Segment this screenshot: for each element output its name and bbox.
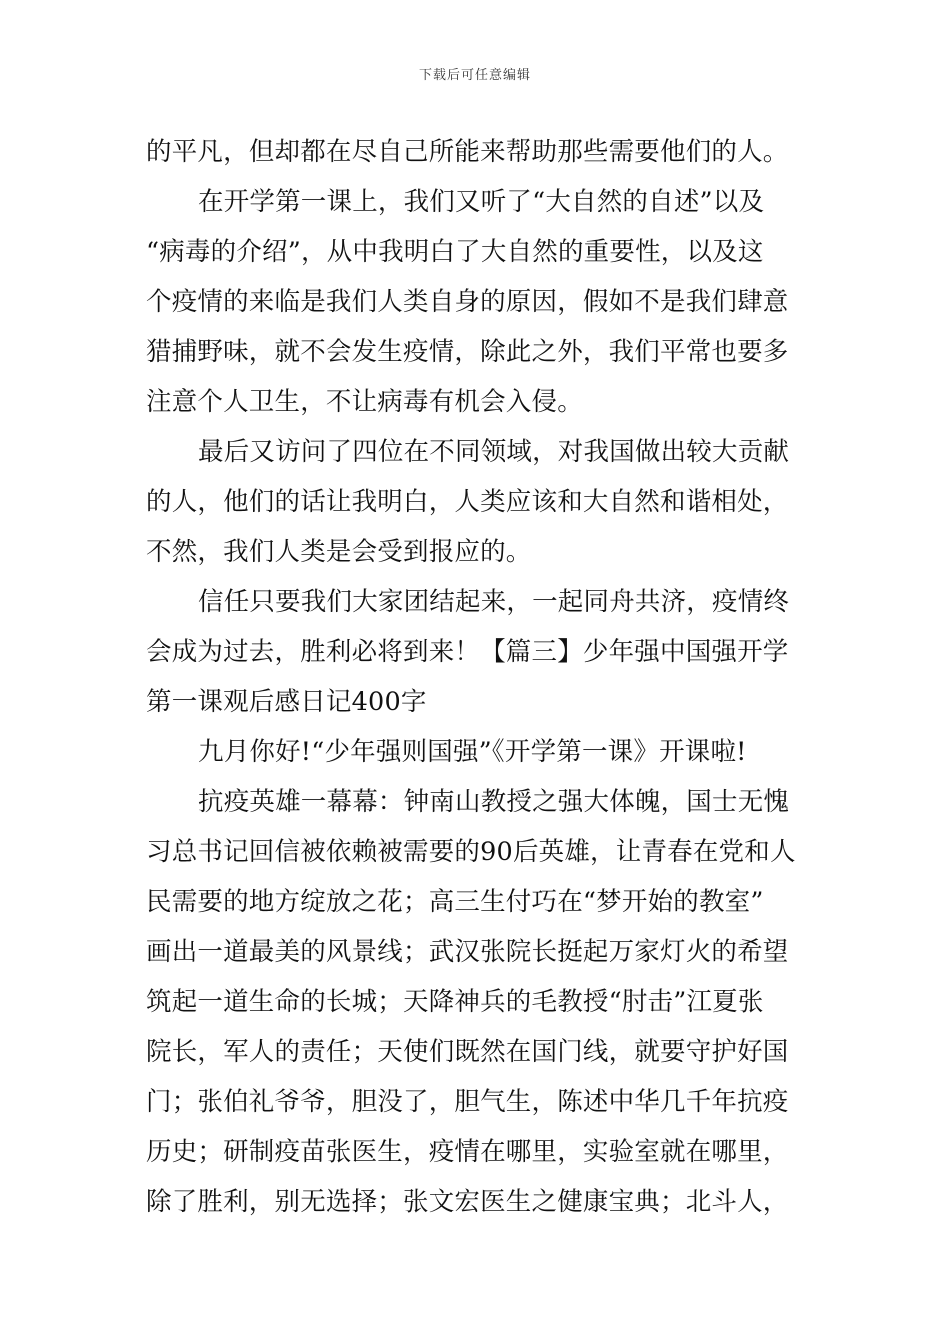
text-line: 院长，军人的责任；天使们既然在国门线，就要守护好国 — [146, 1037, 789, 1067]
text-line: “病毒的介绍”，从中我明白了大自然的重要性，以及这 — [146, 237, 764, 267]
text-line: 除了胜利，别无选择；张文宏医生之健康宝典；北斗人， — [146, 1187, 789, 1217]
page-header-note: 下载后可任意编辑 — [418, 68, 531, 83]
text-line: 历史；研制疫苗张医生，疫情在哪里，实验室就在哪里， — [146, 1137, 789, 1167]
text-line: 画出一道最美的风景线；武汉张院长挺起万家灯火的希望 — [146, 937, 789, 967]
text-line: 门；张伯礼爷爷，胆没了，胆气生，陈述中华几千年抗疫 — [146, 1087, 789, 1117]
paragraph-start-line: 信任只要我们大家团结起来，一起同舟共济，疫情终 — [198, 587, 790, 617]
document-body — [146, 127, 810, 1227]
paragraph-start-line: 九月你好!“少年强则国强”《开学第一课》开课啦! — [198, 737, 747, 767]
text-line: 第一课观后感日记400字 — [146, 687, 427, 717]
paragraph-start-line: 抗疫英雄一幕幕：钟南山教授之强大体魄，国士无愧 — [198, 787, 790, 817]
paragraph-start-line: 最后又访问了四位在不同领域，对我国做出较大贡献 — [198, 437, 790, 467]
text-line: 注意个人卫生，不让病毒有机会入侵。 — [146, 387, 583, 417]
text-line: 猎捕野味，就不会发生疫情，除此之外，我们平常也要多 — [146, 337, 789, 367]
text-line: 习总书记回信被依赖被需要的90后英雄，让青春在党和人 — [146, 837, 796, 867]
text-line: 的人，他们的话让我明白，人类应该和大自然和谐相处， — [146, 487, 789, 517]
text-line: 不然，我们人类是会受到报应的。 — [146, 537, 532, 567]
text-line: 个疫情的来临是我们人类自身的原因，假如不是我们肆意 — [146, 287, 789, 317]
text-line: 民需要的地方绽放之花；高三生付巧在“梦开始的教室” — [146, 887, 764, 917]
paragraph-start-line: 在开学第一课上，我们又听了“大自然的自述”以及 — [198, 187, 765, 217]
text-line: 的平凡，但却都在尽自己所能来帮助那些需要他们的人。 — [146, 137, 789, 167]
text-line: 会成为过去，胜利必将到来！【篇三】少年强中国强开学 — [146, 637, 789, 667]
text-line: 筑起一道生命的长城；天降神兵的毛教授“肘击”江夏张 — [146, 987, 764, 1017]
